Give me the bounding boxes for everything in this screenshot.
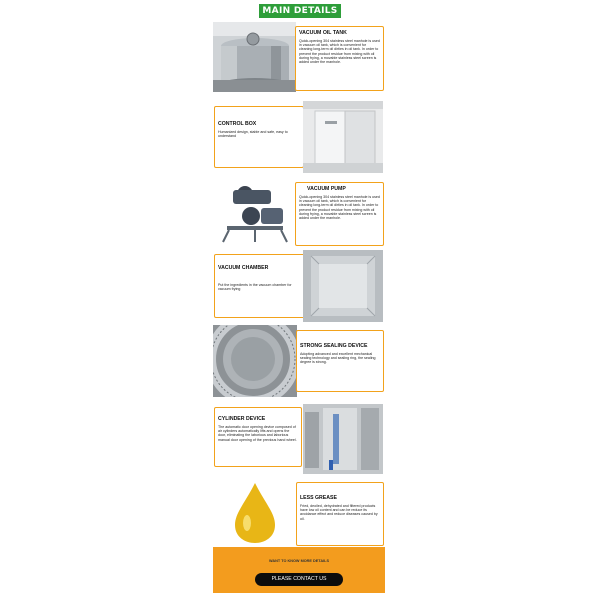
control-box-card bbox=[214, 106, 304, 168]
section-text: Adopting advanced and excellent mechanical sealing technology and sealing ring, the sealing degree is strong. bbox=[300, 352, 376, 365]
section-text: Put the ingredients in the vacuum chamber for vacuum frying bbox=[218, 283, 292, 292]
section-text: Fried, deoiled, dehydrated and filtered products have low oil content and can be reduce its avoidance effect and reduce diseases caused by oil. bbox=[300, 504, 378, 521]
section-heading: VACUUM OIL TANK bbox=[299, 30, 347, 36]
cylinder-device-image bbox=[303, 404, 383, 474]
vacuum-oil-tank-image bbox=[213, 22, 296, 92]
section-text: Quick-opening 304 stainless steel manhole is used in vacuum oil tank, which is convenient for cleaning long-term oil dirties in oil tank. In order to prevent the product residue from mixing with oil during frying, a movable stainless steel screen is added under the manhole. bbox=[299, 195, 380, 221]
section-text: Humanized design, stable and safe, easy to understand bbox=[218, 130, 288, 139]
vacuum-oil-tank-card bbox=[295, 26, 384, 91]
section-heading: VACUUM CHAMBER bbox=[218, 265, 269, 271]
section-heading: LESS GREASE bbox=[300, 495, 337, 501]
control-box-image bbox=[303, 101, 383, 173]
sealing-device-card bbox=[296, 330, 384, 392]
cylinder-device-card bbox=[214, 407, 302, 467]
contact-us-button[interactable]: PLEASE CONTACT US bbox=[255, 573, 343, 586]
vacuum-pump-card bbox=[295, 182, 384, 246]
section-heading: CYLINDER DEVICE bbox=[218, 416, 266, 422]
section-heading: CONTROL BOX bbox=[218, 121, 257, 127]
page-title: MAIN DETAILS bbox=[259, 4, 341, 18]
contact-banner bbox=[213, 547, 385, 593]
section-text: Quick-opening 304 stainless steel manhole is used in vacuum oil tank, which is convenient for cleaning long-term oil dirties in oil tank. In order to prevent the product residue from mixing with oil during frying, a movable stainless steel screen is added under the manhole. bbox=[299, 39, 380, 65]
vacuum-chamber-image bbox=[303, 250, 383, 322]
section-heading: STRONG SEALING DEVICE bbox=[300, 343, 368, 349]
section-heading: VACUUM PUMP bbox=[307, 186, 346, 192]
oil-drop-image bbox=[213, 477, 297, 547]
vacuum-chamber-card bbox=[214, 254, 306, 318]
less-grease-card bbox=[296, 482, 384, 546]
sealing-device-image bbox=[213, 325, 297, 397]
vacuum-pump-image bbox=[215, 172, 295, 248]
section-text: The automatic door opening device composed of air cylinders automatically lifts and opens the door, eliminating the laborious and laborious manual door opening of the previous hand wheel. bbox=[218, 425, 297, 442]
contact-prompt: WANT TO KNOW MORE DETAILS bbox=[269, 559, 329, 563]
